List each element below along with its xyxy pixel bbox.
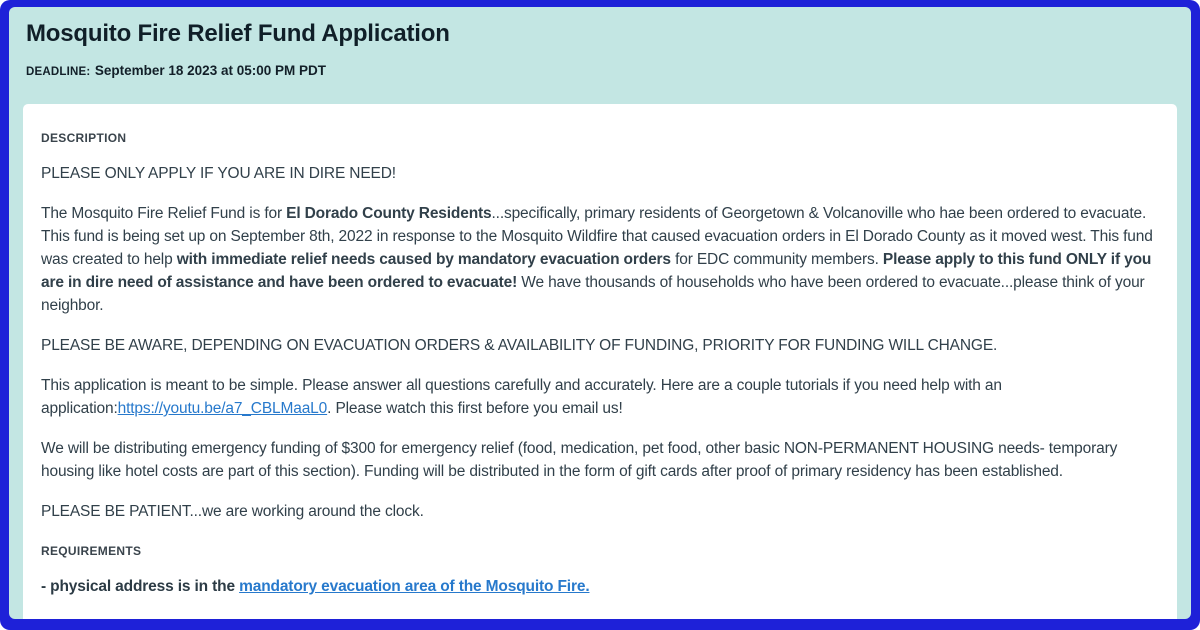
text-segment: ...specifically, primary residents of Georgetown & Volcanoville who hae been ordered to evacuate. This fund is being set up on September 8th, 2022 in response to the Mosquito Wildfire that caused evacuation orders in El Dorado County as it moved west. This fund was created to help [41,205,1153,268]
requirement-item-physical-address [41,575,1159,598]
description-paragraph-dire-need [41,162,1159,185]
requirements-heading: REQUIREMENTS [41,544,142,558]
text-segment: Please apply to this fund ONLY if you are in dire need of assistance and have been ordered to evacuate! [41,251,1152,291]
evacuation-area-link[interactable]: mandatory evacuation area of the Mosquito Fire. [239,578,590,595]
application-page [9,7,1191,619]
text-segment: We will be distributing emergency funding of $300 for emergency relief (food, medication, pet food, other basic NON-PERMANENT HOUSING needs- temporary housing like hotel costs are part of this section). Funding will be distributed in the form of gift cards after proof of primary residency has been established. [41,440,1118,480]
text-segment: El Dorado County Residents [286,205,492,222]
text-segment: PLEASE BE AWARE, DEPENDING ON EVACUATION ORDERS & AVAILABILITY OF FUNDING, PRIORITY FOR FUNDING WILL CHANGE. [41,337,998,354]
text-segment: PLEASE ONLY APPLY IF YOU ARE IN DIRE NEED! [41,165,396,182]
description-card [23,104,1177,619]
deadline-value: September 18 2023 at 05:00 PM PDT [94,63,326,78]
page-title: Mosquito Fire Relief Fund Application [26,20,450,47]
deadline [26,62,1171,80]
text-segment: This application is meant to be simple. Please answer all questions carefully and accurately. Here are a couple tutorials if you need help with an application: [41,377,1002,417]
description-paragraph-fund-overview [41,202,1159,317]
text-segment: PLEASE BE PATIENT...we are working around the clock. [41,503,424,520]
text-segment: for EDC community members. [670,251,883,268]
text-segment: - physical address is in the [41,578,240,595]
description-paragraph-patience [41,500,1159,523]
description-heading: DESCRIPTION [41,131,127,145]
deadline-label: DEADLINE: [26,66,91,78]
text-segment: We have thousands of households who have been ordered to evacuate...please think of your neighbor. [41,274,1145,314]
page-header [9,7,1191,80]
description-paragraph-application-help [41,374,1159,420]
tutorial-video-link[interactable]: https://youtu.be/a7_CBLMaaL0 [117,400,328,417]
text-segment: The Mosquito Fire Relief Fund is for [41,205,287,222]
text-segment: . Please watch this first before you email us! [327,400,623,417]
description-paragraph-funding-details [41,437,1159,483]
text-segment: with immediate relief needs caused by mandatory evacuation orders [176,251,671,268]
description-paragraph-funding-priority [41,334,1159,357]
